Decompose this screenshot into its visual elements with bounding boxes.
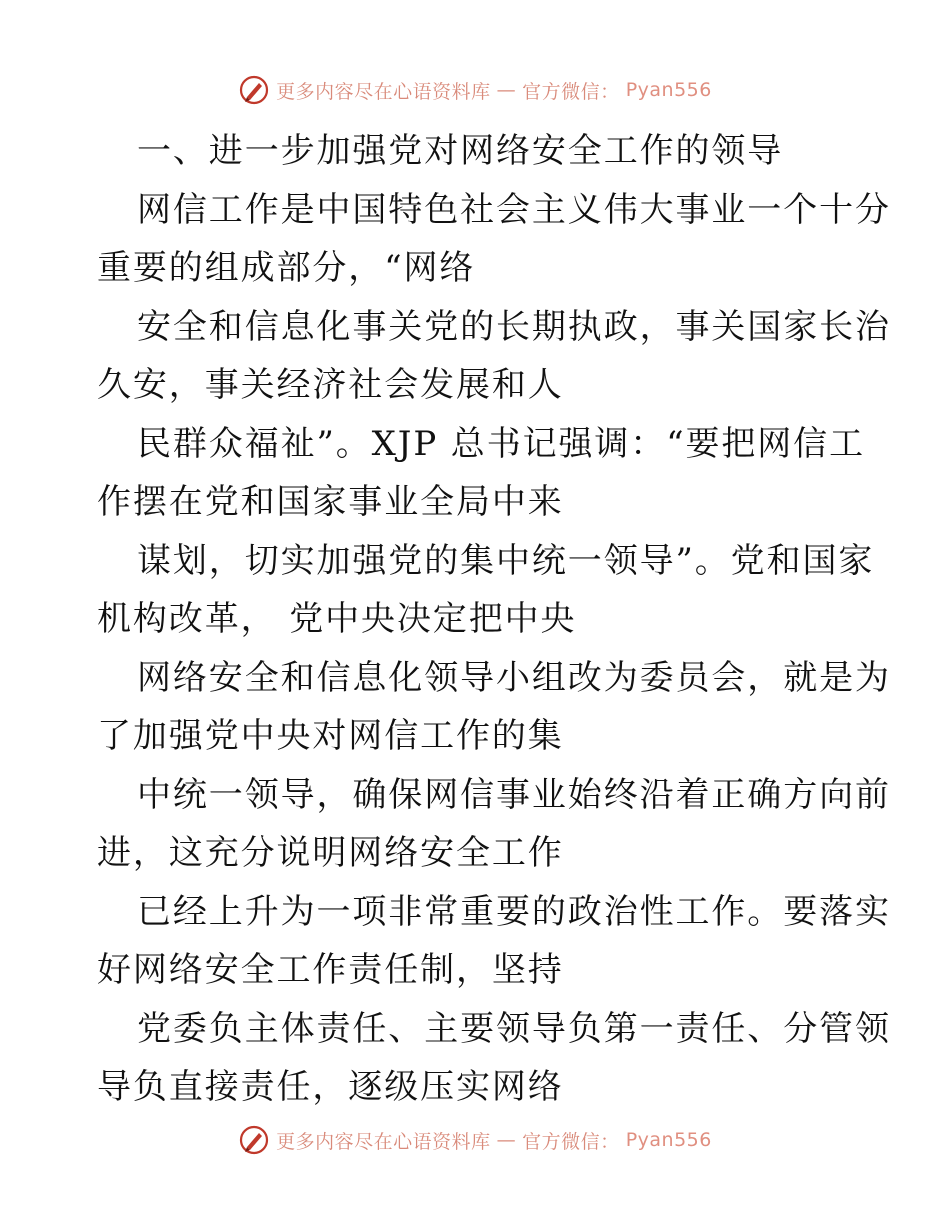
text-line: 已经上升为一项非常重要的政治性工作。要落实 (137, 891, 891, 932)
text-line: 党委负主体责任、主要领导负第一责任、分管领 (137, 1008, 891, 1049)
document-body (97, 122, 891, 1117)
text-line: 导负直接责任，逐级压实网络 (97, 1067, 564, 1107)
watermark-separator: — (496, 1129, 517, 1151)
header-watermark (0, 70, 950, 110)
watermark-text: 更多内容尽在心语资料库 (276, 1130, 491, 1153)
section-heading: 一、进一步加强党对网络安全工作的领导 (137, 131, 784, 171)
watermark-wechat-id: Pyan556 (625, 1129, 712, 1151)
watermark-separator: — (496, 79, 517, 101)
text-line: 机构改革， 党中央决定把中央 (97, 599, 577, 639)
text-line: 好网络安全工作责任制，坚持 (97, 950, 564, 990)
text-line: 了加强党中央对网信工作的集 (97, 716, 564, 756)
text-line: 安全和信息化事关党的长期执政，事关国家长治 (137, 306, 891, 347)
text-line: 久安，事关经济社会发展和人 (97, 365, 564, 405)
text-line: 作摆在党和国家事业全局中来 (97, 482, 564, 522)
text-line: 网信工作是中国特色社会主义伟大事业一个十分 (137, 189, 891, 230)
pen-circle-logo-icon (238, 74, 270, 106)
text-line: 进，这充分说明网络安全工作 (97, 833, 564, 873)
text-line: 网络安全和信息化领导小组改为委员会，就是为 (137, 657, 891, 698)
text-line: 中统一领导，确保网信事业始终沿着正确方向前 (137, 774, 891, 815)
watermark-wechat-label: 官方微信： (522, 1130, 620, 1153)
paragraph-lines (97, 181, 891, 1117)
text-line: 谋划，切实加强党的集中统一领导”。党和国家 (137, 540, 875, 581)
watermark-wechat-id: Pyan556 (625, 79, 712, 101)
footer-watermark (0, 1120, 950, 1160)
text-line: 民群众福祉”。XJP 总书记强调：“要把网信工 (137, 423, 865, 464)
text-line: 重要的组成部分，“网络 (97, 248, 476, 288)
pen-circle-logo-icon (238, 1124, 270, 1156)
watermark-text: 更多内容尽在心语资料库 (276, 80, 491, 103)
watermark-wechat-label: 官方微信： (522, 80, 620, 103)
